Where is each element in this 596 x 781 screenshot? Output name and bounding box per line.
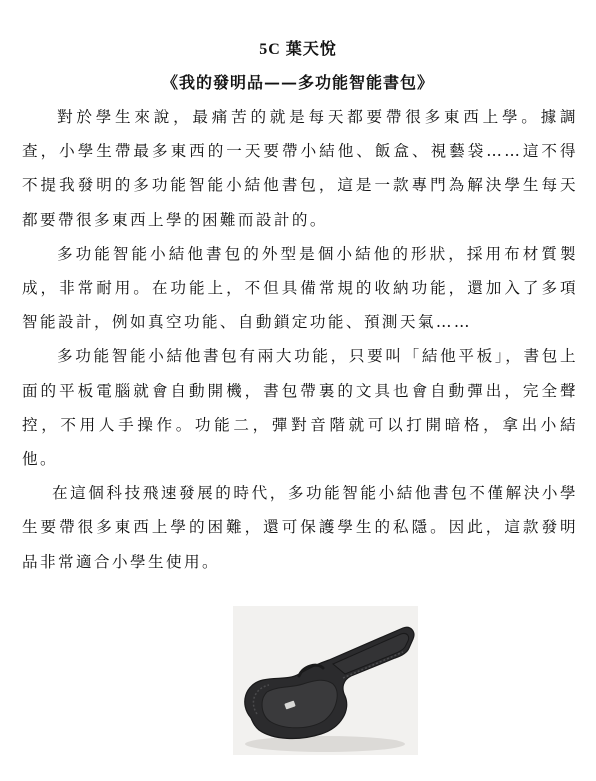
bag-shadow (245, 736, 405, 752)
guitar-bag-image (233, 606, 418, 755)
article-title: 《我的發明品——多功能智能書包》 (161, 73, 434, 92)
article-body (22, 100, 578, 579)
paragraph-2: 多功能智能小結他書包的外型是個小結他的形狀，採用布材質製成，非常耐用。在功能上，不但具備常規的收納功能，還加入了多項智能設計，例如真空功能、自動鎖定功能、預測天氣…… (22, 244, 578, 332)
author-heading: 5C 葉天悅 (259, 41, 337, 58)
paragraph-3: 多功能智能小結他書包有兩大功能，只要叫「結他平板」，書包上面的平板電腦就會自動開機，書包帶裏的文具也會自動彈出，完全聲控，不用人手操作。功能二，彈對音階就可以打開暗格，拿出小結他。 (22, 347, 578, 469)
paragraph-1: 對於學生來說，最痛苦的就是每天都要帶很多東西上學。據調查，小學生帶最多東西的一天要帶小結他、飯盒、視藝袋……這不得不提我發明的多功能智能小結他書包，這是一款專門為解決學生每天都要帶很多東西上學的困難而設計的。 (22, 108, 578, 229)
guitar-bag-photo (233, 606, 418, 755)
paragraph-4: 在這個科技飛速發展的時代，多功能智能小結他書包不僅解決小學生要帶很多東西上學的困難，還可保護學生的私隱。因此，這款發明品非常適合小學生使用。 (22, 484, 578, 571)
